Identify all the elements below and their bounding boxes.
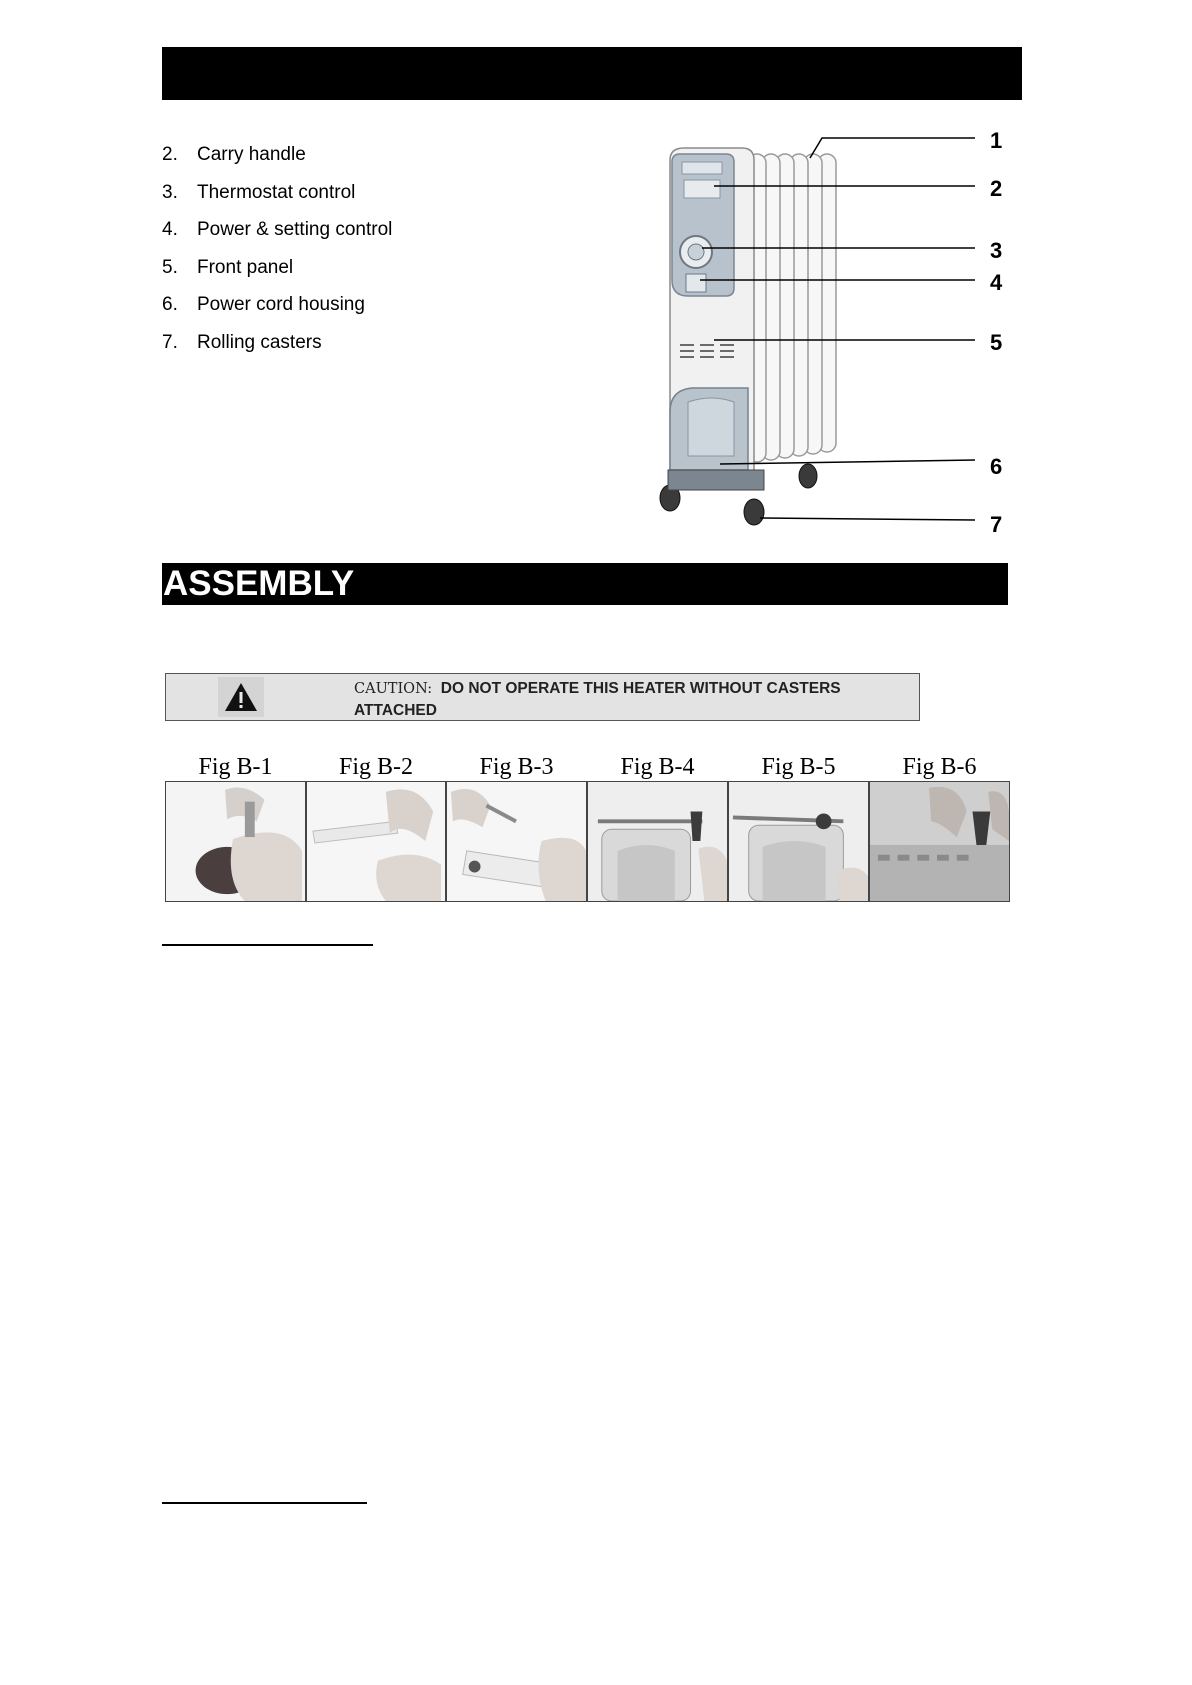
figure-photo: [446, 781, 587, 902]
figure-photo: [306, 781, 446, 902]
callout-number: 3: [990, 238, 1003, 263]
callout-number: 5: [990, 330, 1003, 355]
warning-icon: [218, 677, 264, 717]
part-item: [162, 257, 392, 295]
figure-photo: [869, 781, 1010, 902]
power-switch: [686, 274, 706, 292]
divider-line: [162, 944, 373, 946]
part-item: [162, 219, 392, 257]
figure-b1: [165, 752, 306, 902]
figure-photo: [728, 781, 869, 902]
figure-b2: [306, 752, 446, 902]
figure-caption: Fig B-5: [761, 754, 836, 780]
figure-photo: [165, 781, 306, 902]
part-item: [162, 332, 392, 370]
figure-caption: Fig B-6: [902, 754, 977, 780]
part-number: 5.: [162, 256, 178, 278]
divider-line: [162, 1502, 367, 1504]
callout-numbers: [990, 128, 1003, 537]
part-label: Power cord housing: [197, 294, 365, 315]
part-number: 2.: [162, 144, 178, 165]
section-title: ASSEMBLY: [162, 563, 1008, 605]
figure-b3: [446, 752, 587, 902]
callout-number: 7: [990, 512, 1003, 537]
part-number: 3.: [162, 181, 178, 203]
part-label: Front panel: [197, 256, 294, 278]
part-label: Thermostat control: [197, 181, 356, 203]
figure-caption: Fig B-3: [479, 754, 554, 780]
part-number: 4.: [162, 219, 178, 240]
part-label: Power & setting control: [197, 219, 393, 240]
parts-list: [162, 144, 392, 369]
figure-b5: [728, 752, 869, 902]
figure-photo: [587, 781, 728, 902]
caution-prefix: CAUTION:: [354, 681, 433, 697]
part-label: Carry handle: [197, 144, 306, 165]
casters: [660, 464, 817, 525]
caution-text: [354, 678, 914, 722]
part-item: [162, 294, 392, 332]
part-item: [162, 182, 392, 220]
callout-number: 2: [990, 176, 1003, 201]
heater-fins: [748, 154, 836, 462]
callout-number: 1: [990, 128, 1003, 153]
header-bar: [162, 47, 1022, 100]
figure-caption: Fig B-2: [338, 754, 413, 780]
caution-message: DO NOT OPERATE THIS HEATER WITHOUT CASTERS ATTACHED: [354, 680, 841, 719]
caution-box: [165, 673, 920, 721]
part-number: 7.: [162, 331, 178, 353]
figure-b6: [869, 752, 1010, 902]
figure-caption: Fig B-4: [620, 754, 695, 780]
callout-number: 6: [990, 454, 1003, 479]
assembly-figures: [165, 752, 1010, 902]
callout-number: 4: [990, 270, 1003, 295]
part-number: 6.: [162, 294, 178, 315]
figure-b4: [587, 752, 728, 902]
part-label: Rolling casters: [197, 331, 322, 353]
heater-diagram: [650, 120, 1020, 540]
figure-caption: Fig B-1: [198, 754, 273, 780]
part-item: [162, 144, 392, 182]
